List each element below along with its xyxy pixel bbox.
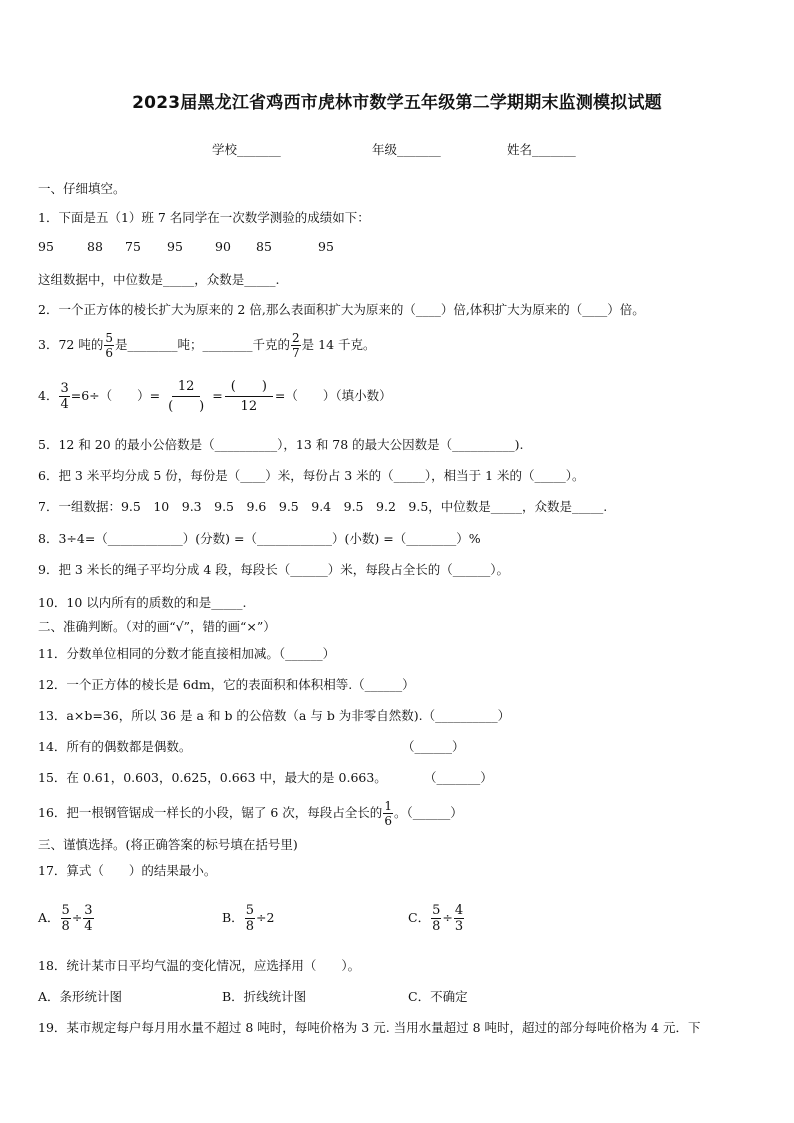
question-4: 4． $\frac{3}{4}$ =6÷（ ）= 12 ( ) = ( ) 12 =（ ）（填小数） bbox=[38, 379, 392, 414]
fraction: $\frac{5}{8}$ bbox=[245, 903, 254, 934]
question-5: 5．12 和 20 的最小公倍数是（__________），13 和 78 的最大公因数是（__________). bbox=[38, 437, 524, 452]
fraction: $\frac{2}{7}$ bbox=[292, 331, 300, 360]
question-7: 7．一组数据：9.5 10 9.3 9.5 9.6 9.5 9.4 9.5 9.2 9.5，中位数是_____，众数是_____. bbox=[38, 499, 608, 514]
question-11: 11．分数单位相同的分数才能直接相加减。（______） bbox=[38, 646, 336, 661]
name-field: 姓名_______ bbox=[507, 142, 576, 157]
score-item: 88 bbox=[87, 239, 103, 254]
question-3: 3．72 吨的 $\frac{5}{6}$ 是________吨；________千克的 $\frac{2}{7}$ 是 14 千克。 bbox=[38, 331, 376, 360]
score-item: 85 bbox=[256, 239, 272, 254]
score-item: 95 bbox=[318, 239, 334, 254]
question-2: 2．一个正方体的棱长扩大为原来的 2 倍,那么表面积扩大为原来的（____）倍,体积扩大为原来的（____）倍。 bbox=[38, 302, 645, 317]
score-item: 75 bbox=[125, 239, 141, 254]
fraction: $\frac{3}{4}$ bbox=[60, 381, 69, 412]
score-list bbox=[38, 238, 764, 256]
question-1-blank: 这组数据中，中位数是_____，众数是_____. bbox=[38, 272, 280, 287]
fraction: ( ) 12 bbox=[225, 380, 273, 413]
answer-paren: （_______） bbox=[424, 770, 493, 785]
fraction: $\frac{5}{8}$ bbox=[432, 903, 441, 934]
question-16: 16．把一根钢管锯成一样长的小段，锯了 6 次，每段占全长的 $\frac{1}{6}$ 。（______） bbox=[38, 799, 463, 828]
section-heading-1: 一、仔细填空。 bbox=[38, 181, 126, 196]
question-18: 18．统计某市日平均气温的变化情况，应选择用（ ）。 bbox=[38, 958, 361, 973]
question-19: 19．某市规定每户每月用水量不超过 8 吨时，每吨价格为 3 元. 当用水量超过 8 吨时，超过的部分每吨价格为 4 元．下 bbox=[38, 1020, 701, 1035]
question-1: 1．下面是五（1）班 7 名同学在一次数学测验的成绩如下： bbox=[38, 210, 370, 225]
question-15: 15．在 0.61，0.603，0.625，0.663 中，最大的是 0.663。 bbox=[38, 770, 387, 785]
score-item: 95 bbox=[167, 239, 183, 254]
question-10: 10．10 以内所有的质数的和是_____. bbox=[38, 595, 247, 610]
question-13: 13．a×b=36，所以 36 是 a 和 b 的公倍数（a 与 b 为非零自然数).（__________） bbox=[38, 708, 511, 723]
option-b[interactable]: B．折线统计图 bbox=[222, 989, 307, 1004]
option-c[interactable]: C．不确定 bbox=[408, 989, 468, 1004]
option-c[interactable]: C． $\frac{5}{8}$ ÷ $\frac{4}{3}$ bbox=[408, 903, 464, 934]
fraction: $\frac{3}{4}$ bbox=[84, 903, 93, 934]
fraction: $\frac{1}{6}$ bbox=[384, 799, 392, 828]
fraction: 12 ( ) bbox=[168, 379, 205, 414]
question-14: 14．所有的偶数都是偶数。 bbox=[38, 739, 192, 754]
answer-paren: （______） bbox=[402, 739, 465, 754]
question-9: 9．把 3 米长的绳子平均分成 4 段，每段长（______）米，每段占全长的（______）。 bbox=[38, 562, 510, 577]
fraction: $\frac{4}{3}$ bbox=[454, 903, 464, 934]
grade-field: 年级_______ bbox=[372, 142, 441, 157]
question-8: 8．3÷4=（____________）(分数) =（____________）(小数) =（________）% bbox=[38, 531, 481, 546]
page-title: 2023届黑龙江省鸡西市虎林市数学五年级第二学期期末监测模拟试题 bbox=[132, 93, 662, 113]
fraction: $\frac{5}{8}$ bbox=[61, 903, 70, 934]
question-6: 6．把 3 米平均分成 5 份，每份是（____）米，每份占 3 米的（_____），相当于 1 米的（_____）。 bbox=[38, 468, 585, 483]
fraction: $\frac{5}{6}$ bbox=[105, 331, 113, 360]
score-item: 90 bbox=[215, 239, 231, 254]
question-17: 17．算式（ ）的结果最小。 bbox=[38, 863, 217, 878]
score-item: 95 bbox=[38, 239, 54, 254]
school-field: 学校_______ bbox=[212, 142, 281, 157]
option-b[interactable]: B． $\frac{5}{8}$ ÷2 bbox=[222, 903, 275, 934]
section-heading-2: 二、准确判断。（对的画“√”，错的画“×”） bbox=[38, 619, 276, 634]
question-12: 12．一个正方体的棱长是 6dm，它的表面积和体积相等.（______） bbox=[38, 677, 415, 692]
option-a[interactable]: A． $\frac{5}{8}$ ÷ $\frac{3}{4}$ bbox=[38, 903, 93, 934]
option-a[interactable]: A．条形统计图 bbox=[38, 989, 123, 1004]
section-heading-3: 三、谨慎选择。(将正确答案的标号填在括号里) bbox=[38, 837, 298, 852]
